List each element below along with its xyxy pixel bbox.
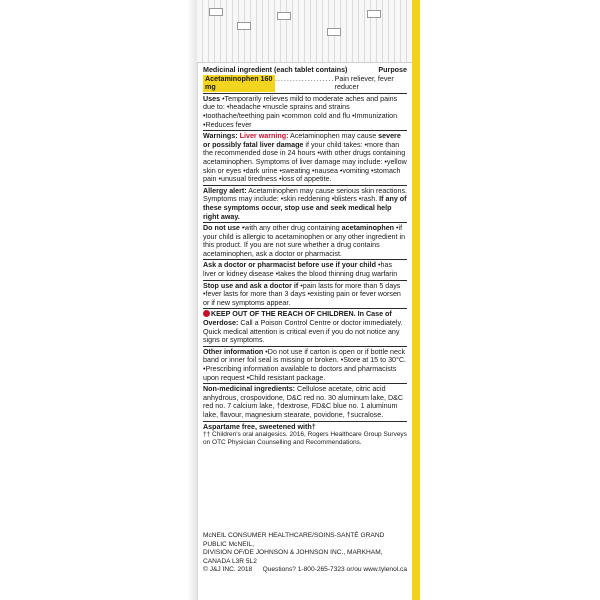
carton-top-flap [197, 0, 412, 63]
footnote: †† Children's oral analgesics. 2016, Rogers Healthcare Group Surveys on OTC Physician Counselling and Recommendations. [203, 431, 407, 447]
divider [203, 308, 407, 309]
divider [203, 130, 407, 131]
drug-facts-panel [203, 66, 407, 447]
footer-line-1: McNEIL CONSUMER HEALTHCARE/SOINS-SANTÉ GRAND PUBLIC McNEIL, [203, 532, 385, 548]
divider [203, 383, 407, 384]
other-info-label: Other information [203, 347, 264, 356]
uses-label: Uses [203, 94, 221, 103]
do-not-use-text: •with any other drug containing [241, 224, 340, 233]
manufacturer-footer [203, 532, 407, 575]
purpose-header: Purpose [378, 66, 407, 74]
copyright: © J&J INC. 2018 [203, 566, 253, 574]
non-medicinal-text: Cellulose acetate, citric acid anhydrous, crospovidone, D&C red no. 30 aluminum lake, D&C red no. 7 calcium lake, †dextrose, FD&C blue no. 1 aluminum lake, flavour, magnesium stearate, povidone, †sucralose. [203, 385, 404, 419]
stop-use-text: •pain lasts for more than 5 days •fever lasts for more than 3 days •existing pain or fever worsen or if new symptoms appear. [203, 281, 401, 307]
flap-tab [209, 8, 223, 16]
stop-sign-icon [203, 310, 210, 317]
warnings-text: Acetaminophen may cause [290, 132, 377, 141]
non-medicinal-section [203, 385, 407, 419]
yellow-side-stripe [412, 0, 420, 600]
allergy-bold: If any of these symptoms occur, stop use and seek medical help right away. [203, 195, 407, 221]
reach-text: Call a Poison Control Centre or doctor immediately. Quick medical attention is critical even if you do not notice any signs or symptoms. [203, 319, 403, 345]
stop-use-section [203, 282, 407, 308]
aspartame-note: Aspartame free, sweetened with† [203, 422, 316, 431]
carton-side-shadow [187, 0, 197, 600]
warnings-label: Warnings: [203, 132, 238, 141]
allergy-label: Allergy alert: [203, 186, 247, 195]
footer-line-3 [203, 566, 407, 575]
ask-doctor-label: Ask a doctor or pharmacist before use if your child [203, 261, 377, 270]
allergy-section [203, 187, 407, 221]
other-info-section [203, 348, 407, 382]
divider [203, 185, 407, 186]
leader-dots: .................... [274, 74, 335, 83]
warnings-section [203, 132, 407, 184]
reach-section [203, 310, 407, 344]
ingredient-row [203, 75, 407, 92]
warnings-text-2: if your child takes: •more than the recommended dose in 24 hours •with other drugs containing acetaminophen. Symptoms of liver damage may include: •yellow skin or eyes •dark urine •sweating •nausea •vomiting •stomach pain •unusual tiredness •loss of appetite. [203, 140, 407, 184]
reach-label: KEEP OUT OF THE REACH OF CHILDREN. In Case of Overdose: [203, 310, 392, 328]
divider [203, 259, 407, 260]
ask-doctor-text: •has liver or kidney disease •takes the blood thinning drug warfarin [203, 261, 398, 279]
liver-warning-label: Liver warning: [239, 132, 289, 141]
ask-doctor-section [203, 261, 407, 278]
divider [203, 222, 407, 223]
uses-text: •Temporarily relieves mild to moderate aches and pains due to: •headache •muscle sprains and strains •toothache/teething pain •common cold and flu •Immunization •Reduces fever [203, 94, 398, 129]
flap-tab [237, 22, 251, 30]
stop-use-label: Stop use and ask a doctor if [203, 281, 299, 290]
do-not-use-bold: acetaminophen [341, 224, 395, 233]
do-not-use-section [203, 224, 407, 258]
flap-tab [277, 12, 291, 20]
do-not-use-label: Do not use [203, 224, 240, 233]
other-info-text: •Do not use if carton is open or if bottle neck band or inner foil seal is missing or broken. •Store at 15 to 30°C. •Prescribing information available to doctors and pharmacists upon request •Child resistant package. [203, 347, 407, 382]
ingredient-purpose: Pain reliever, fever reducer [334, 74, 394, 92]
flap-tab [367, 10, 381, 18]
footer-line-2: DIVISION OF/DE JOHNSON & JOHNSON INC., MARKHAM, CANADA L3R 5L2 [203, 549, 383, 565]
header-row [203, 66, 407, 75]
ingredient-header: Medicinal ingredient (each tablet contains) [203, 66, 348, 74]
do-not-use-text-2: •if your child is allergic to acetaminophen or any other ingredient in this product. If you are not sure whether a drug contains acetaminophen, ask a doctor or pharmacist. [203, 224, 406, 258]
divider [203, 93, 407, 94]
divider [203, 346, 407, 347]
non-medicinal-label: Non-medicinal ingredients: [203, 385, 296, 394]
allergy-text: Acetaminophen may cause serious skin reactions. Symptoms may include: •skin reddening •blisters •rash. [203, 186, 408, 204]
warnings-bold: severe or possibly fatal liver damage [203, 132, 401, 149]
uses-section [203, 95, 407, 129]
flap-tab [327, 28, 341, 36]
divider [203, 421, 407, 422]
ingredient-name: Acetaminophen 160 mg [203, 75, 275, 92]
divider [203, 280, 407, 281]
questions-contact: Questions? 1-800-265-7323 or/ou www.tylenol.ca [262, 566, 407, 574]
